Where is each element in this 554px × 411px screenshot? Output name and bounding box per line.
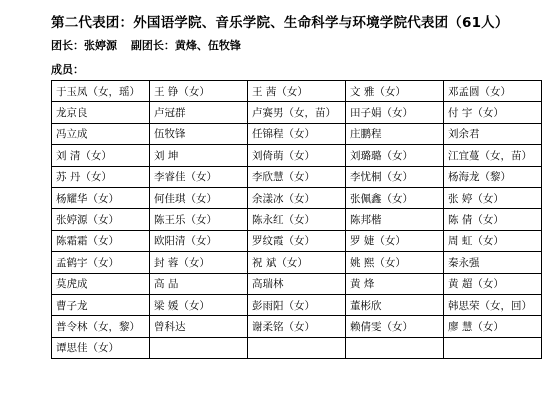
table-row (52, 273, 542, 294)
leaders-line (51, 37, 241, 53)
member-cell: 冯立成 (52, 123, 150, 144)
member-cell (248, 337, 346, 358)
member-cell: 刘 清（女） (52, 145, 150, 166)
deputy-leader-text: 副团长：黄烽、伍牧锋 (130, 39, 241, 52)
member-cell: 姚 熙（女） (346, 252, 444, 273)
member-cell (444, 337, 542, 358)
table-row (52, 102, 542, 123)
member-cell: 谭思佳（女） (52, 337, 150, 358)
table-row (52, 294, 542, 315)
members-table (51, 80, 542, 359)
member-cell: 黄 超（女） (444, 273, 542, 294)
member-cell: 欧阳清（女） (150, 230, 248, 251)
member-cell: 杨耀华（女） (52, 187, 150, 208)
member-cell: 普令林（女，黎） (52, 316, 150, 337)
member-cell: 张婷源（女） (52, 209, 150, 230)
member-cell: 谢柔铭（女） (248, 316, 346, 337)
member-cell: 陈邦楷 (346, 209, 444, 230)
member-cell: 王 茜（女） (248, 81, 346, 102)
member-cell: 邓孟圆（女） (444, 81, 542, 102)
member-cell (150, 337, 248, 358)
member-cell: 江宜蔓（女，苗） (444, 145, 542, 166)
table-row (52, 316, 542, 337)
member-cell: 陈王乐（女） (150, 209, 248, 230)
members-label: 成员： (51, 63, 84, 76)
member-cell: 张佩鑫（女） (346, 187, 444, 208)
table-row (52, 209, 542, 230)
table-row (52, 187, 542, 208)
member-cell: 陈霜霜（女） (52, 230, 150, 251)
member-cell: 付 宇（女） (444, 102, 542, 123)
leader-text: 团长：张婷源 (51, 39, 117, 52)
member-cell: 张 婷（女） (444, 187, 542, 208)
member-cell: 伍牧锋 (150, 123, 248, 144)
member-cell: 韩思荣（女，回） (444, 294, 542, 315)
member-cell: 罗 婕（女） (346, 230, 444, 251)
member-cell: 庄鹏程 (346, 123, 444, 144)
member-cell: 于玉凤（女，瑶） (52, 81, 150, 102)
table-row (52, 145, 542, 166)
member-cell (346, 337, 444, 358)
member-cell: 陈 倩（女） (444, 209, 542, 230)
member-cell: 文 雅（女） (346, 81, 444, 102)
table-row (52, 123, 542, 144)
member-cell: 卢赛男（女，苗） (248, 102, 346, 123)
member-cell: 董彬欣 (346, 294, 444, 315)
member-cell: 高 品 (150, 273, 248, 294)
member-cell: 任锦程（女） (248, 123, 346, 144)
member-cell: 刘 坤 (150, 145, 248, 166)
member-cell: 廖 慧（女） (444, 316, 542, 337)
member-cell: 秦永强 (444, 252, 542, 273)
member-cell: 李忧桐（女） (346, 166, 444, 187)
member-cell: 杨海龙（黎） (444, 166, 542, 187)
member-cell: 封 蓉（女） (150, 252, 248, 273)
member-cell: 陈永红（女） (248, 209, 346, 230)
member-cell: 曾科达 (150, 316, 248, 337)
table-row (52, 81, 542, 102)
member-cell: 李欣慧（女） (248, 166, 346, 187)
member-cell: 周 虹（女） (444, 230, 542, 251)
member-cell: 莫虎成 (52, 273, 150, 294)
member-cell: 彭雨阳（女） (248, 294, 346, 315)
member-cell: 李睿佳（女） (150, 166, 248, 187)
member-cell: 梁 媛（女） (150, 294, 248, 315)
member-cell: 刘倚萌（女） (248, 145, 346, 166)
member-cell: 罗纹霞（女） (248, 230, 346, 251)
table-row (52, 337, 542, 358)
member-cell: 赖倩雯（女） (346, 316, 444, 337)
table-row (52, 252, 542, 273)
table-row (52, 230, 542, 251)
member-cell: 苏 丹（女） (52, 166, 150, 187)
member-cell: 何佳琪（女） (150, 187, 248, 208)
member-cell: 田子娟（女） (346, 102, 444, 123)
member-cell: 祝 斌（女） (248, 252, 346, 273)
member-cell: 王 铮（女） (150, 81, 248, 102)
member-cell: 刘璐璐（女） (346, 145, 444, 166)
member-cell: 卢冠群 (150, 102, 248, 123)
member-cell: 龙京良 (52, 102, 150, 123)
member-cell: 余漾冰（女） (248, 187, 346, 208)
member-cell: 黄 烽 (346, 273, 444, 294)
member-cell: 高瑞林 (248, 273, 346, 294)
table-row (52, 166, 542, 187)
member-cell: 曹子龙 (52, 294, 150, 315)
member-cell: 刘余君 (444, 123, 542, 144)
delegation-title: 第二代表团：外国语学院、音乐学院、生命科学与环境学院代表团（61人） (51, 15, 509, 31)
member-cell: 孟鹤宇（女） (52, 252, 150, 273)
